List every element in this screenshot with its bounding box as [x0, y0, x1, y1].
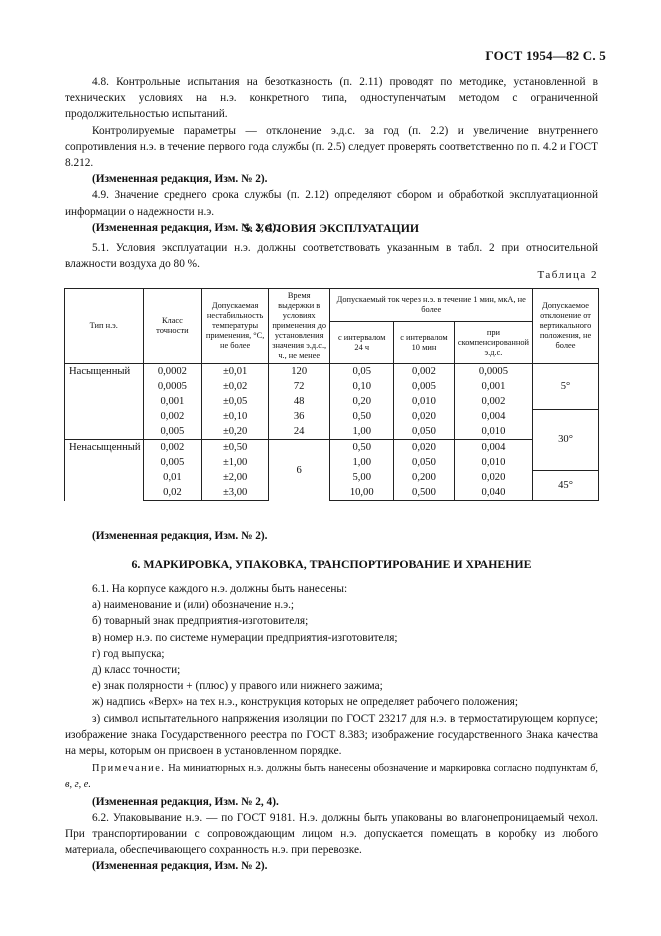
header-type: Тип н.э.	[65, 289, 144, 364]
time-cell: 24	[268, 424, 329, 440]
table-edition-note-block	[65, 528, 598, 544]
instability-cell: ±3,00	[202, 485, 269, 501]
angle-cell: 5°	[533, 364, 599, 410]
current-10min-cell: 0,500	[394, 485, 455, 501]
instability-cell: ±0,20	[202, 424, 269, 440]
current-compensated-cell: 0,004	[454, 409, 532, 424]
header-interval-24h: с интервалом 24 ч	[330, 322, 394, 364]
current-10min-cell: 0,200	[394, 470, 455, 485]
current-24h-cell: 1,00	[330, 424, 394, 440]
note-paragraph	[65, 761, 598, 793]
header-compensated: при скомпенсированной э.д.с.	[454, 322, 532, 364]
header-interval-10min: с интервалом 10 мин	[394, 322, 455, 364]
table-row	[65, 364, 599, 380]
list-item: б) товарный знак предприятия-изготовителя;	[92, 615, 309, 628]
time-cell: 120	[268, 364, 329, 380]
paragraph-4-8-params: Контролируемые параметры — отклонение э.д.с. за год (п. 2.2) и увеличение внутреннего сопротивления н.э. в течение первого года службы (п. 2.5) следует проверять соответственно по п. 4.2 и ГОСТ 8.212.	[65, 124, 598, 170]
current-10min-cell: 0,020	[394, 440, 455, 456]
instability-cell: ±0,02	[202, 379, 269, 394]
note-label: Примечание.	[92, 763, 166, 775]
table-row	[65, 455, 599, 470]
note-text: На миниатюрных н.э. должны быть нанесены обозначение и маркировка согласно подпунктам	[168, 763, 588, 775]
current-10min-cell: 0,002	[394, 364, 455, 380]
page-header: ГОСТ 1954—82 С. 5	[485, 48, 606, 63]
table-row	[65, 485, 599, 501]
instability-cell: ±0,01	[202, 364, 269, 380]
class-cell: 0,002	[143, 409, 202, 424]
current-10min-cell: 0,005	[394, 379, 455, 394]
section-6-text	[65, 581, 598, 875]
class-cell: 0,002	[143, 440, 202, 456]
current-24h-cell: 0,05	[330, 364, 394, 380]
list-item: в) номер н.э. по системе нумерации предприятия-изготовителя;	[92, 631, 398, 644]
edition-note: (Измененная редакция, Изм. № 2).	[92, 530, 268, 542]
current-24h-cell: 0,50	[330, 409, 394, 424]
current-24h-cell: 5,00	[330, 470, 394, 485]
table-row	[65, 470, 599, 485]
section-4-text	[65, 74, 598, 236]
current-24h-cell: 0,10	[330, 379, 394, 394]
type-cell: Насыщенный	[65, 364, 144, 440]
current-10min-cell: 0,010	[394, 394, 455, 409]
current-10min-cell: 0,020	[394, 409, 455, 424]
class-cell: 0,0002	[143, 364, 202, 380]
instability-cell: ±0,10	[202, 409, 269, 424]
instability-cell: ±2,00	[202, 470, 269, 485]
current-compensated-cell: 0,010	[454, 424, 532, 440]
paragraph-5-1: 5.1. Условия эксплуатации н.э. должны соответствовать указанным в табл. 2 при относительной влажности воздуха до 80 %.	[65, 242, 598, 271]
instability-cell: ±1,00	[202, 455, 269, 470]
header-class: Класс точности	[143, 289, 202, 364]
class-cell: 0,0005	[143, 379, 202, 394]
angle-cell: 45°	[533, 470, 599, 501]
edition-note: (Измененная редакция, Изм. № 2).	[92, 173, 268, 186]
current-compensated-cell: 0,002	[454, 394, 532, 409]
table-row	[65, 379, 599, 394]
section-5-text	[65, 240, 598, 272]
list-item: а) наименование и (или) обозначение н.э.;	[92, 599, 295, 612]
current-10min-cell: 0,050	[394, 455, 455, 470]
note-letters: б, в, г, е.	[65, 763, 598, 791]
edition-note: (Измененная редакция, Изм. № 2, 4).	[92, 795, 279, 808]
list-item: д) класс точности;	[92, 664, 181, 677]
section-6-title: 6. МАРКИРОВКА, УПАКОВКА, ТРАНСПОРТИРОВАНИЕ И ХРАНЕНИЕ	[131, 557, 532, 571]
time-cell: 36	[268, 409, 329, 424]
current-24h-cell: 1,00	[330, 455, 394, 470]
paragraph-4-8: 4.8. Контрольные испытания на безотказность (п. 2.11) проводят по методике, установленной в технических условиях на н.э. конкретного типа, одноступенчатым методом с ограниченной продолжительностью испытаний.	[65, 76, 598, 121]
section-5-title: 5. УСЛОВИЯ ЭКСПЛУАТАЦИИ	[243, 221, 420, 235]
class-cell: 0,005	[143, 424, 202, 440]
paragraph-6-2: 6.2. Упаковывание н.э. — по ГОСТ 9181. Н.э. должны быть упакованы во влагонепроницаемый чехол. При транспортировании с сопровождающим лицом н.э. допускается помещать в коробку из любого материала, обеспечивающего сохранность н.э. при перевозке.	[65, 811, 598, 857]
current-24h-cell: 10,00	[330, 485, 394, 501]
table-row	[65, 394, 599, 409]
table-caption: Таблица 2	[537, 269, 598, 281]
current-compensated-cell: 0,020	[454, 470, 532, 485]
time-cell: 72	[268, 379, 329, 394]
list-item: з) символ испытательного напряжения изоляции по ГОСТ 23217 для н.э. в термостатирующем корпусе; изображение знака Государственного реестра по ГОСТ 8.383; изображение государственного Знака качества на меры, которым он присвоен в установленном порядке.	[65, 712, 598, 758]
header-instability: Допускаемая нестабильность температуры применения, °С, не более	[202, 289, 269, 364]
paragraph-4-9: 4.9. Значение среднего срока службы (п. 2.12) определяют сбором и обработкой эксплуатационной информации о надежности н.э.	[65, 189, 598, 218]
current-compensated-cell: 0,001	[454, 379, 532, 394]
time-cell: 48	[268, 394, 329, 409]
time-cell: 6	[268, 440, 329, 501]
current-24h-cell: 0,50	[330, 440, 394, 456]
header-angle: Допускаемое отклонение от вертикального положения, не более	[533, 289, 599, 364]
list-item: ж) надпись «Верх» на тех н.э., конструкция которых не определяет рабочего положения;	[92, 696, 518, 709]
instability-cell: ±0,05	[202, 394, 269, 409]
class-cell: 0,01	[143, 470, 202, 485]
edition-note: (Измененная редакция, Изм. № 2, 4).	[92, 221, 279, 234]
current-compensated-cell: 0,0005	[454, 364, 532, 380]
current-compensated-cell: 0,040	[454, 485, 532, 501]
table-row	[65, 409, 599, 424]
class-cell: 0,005	[143, 455, 202, 470]
current-compensated-cell: 0,010	[454, 455, 532, 470]
table-2	[64, 288, 599, 501]
edition-note: (Измененная редакция, Изм. № 2).	[92, 860, 268, 873]
paragraph-6-1: 6.1. На корпусе каждого н.э. должны быть нанесены:	[92, 583, 348, 595]
current-compensated-cell: 0,004	[454, 440, 532, 456]
type-cell: Ненасыщенный	[65, 440, 144, 501]
class-cell: 0,001	[143, 394, 202, 409]
class-cell: 0,02	[143, 485, 202, 501]
list-item: г) год выпуска;	[92, 647, 165, 660]
current-10min-cell: 0,050	[394, 424, 455, 440]
table-row	[65, 440, 599, 456]
list-item: е) знак полярности + (плюс) у правого или нижнего зажима;	[92, 680, 383, 693]
table-row	[65, 424, 599, 440]
instability-cell: ±0,50	[202, 440, 269, 456]
header-current: Допускаемый ток через н.э. в течение 1 мин, мкА, не более	[330, 289, 533, 322]
current-24h-cell: 0,20	[330, 394, 394, 409]
angle-cell: 30°	[533, 409, 599, 470]
header-time: Время выдержки в условиях применения до установления значения э.д.с., ч., не менее	[268, 289, 329, 364]
